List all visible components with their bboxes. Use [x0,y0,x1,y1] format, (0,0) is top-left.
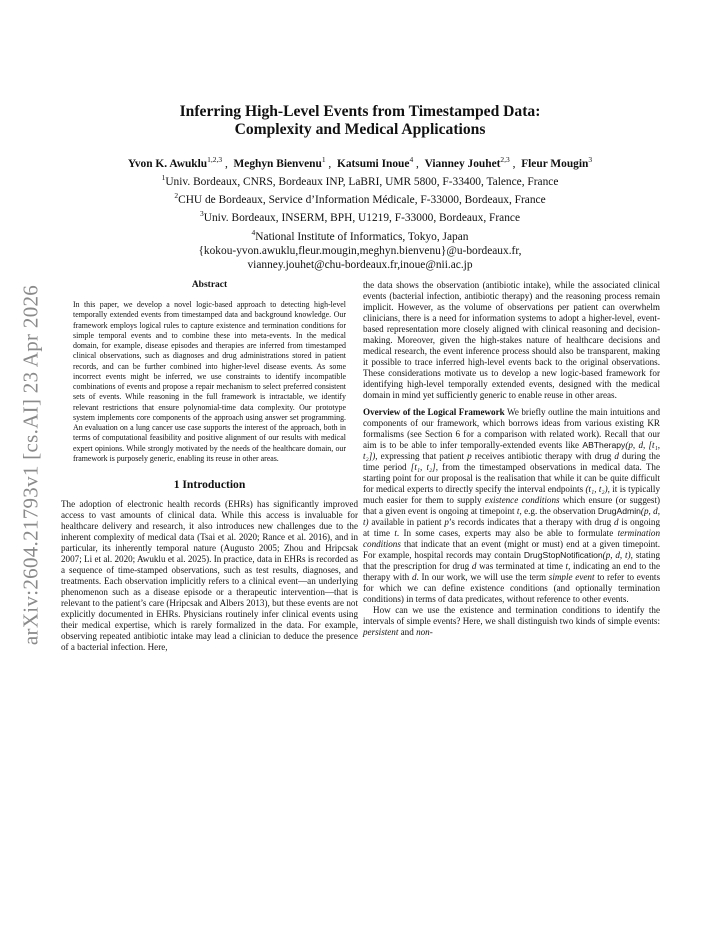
text-run: and [398,627,417,637]
affiliation-text: Univ. Bordeaux, CNRS, Bordeaux INP, LaBRI, UMR 5800, F-33400, Talence, France [165,175,559,188]
author-sup: 1,2,3 [207,155,223,164]
author-name: Vianney Jouhet [424,157,501,170]
term-simple-event: simple event [548,572,595,582]
right-column [363,280,660,638]
text-run: that indicate that an event (might or must) end at a given timepoint. For example, hospital records may contain [363,539,660,560]
affiliation-text: National Institute of Informatics, Tokyo, Japan [255,230,469,243]
overview-paragraph [363,407,660,605]
author-sup: 2,3 [500,155,510,164]
term-existence-conditions: existence conditions [484,495,560,505]
email-line: vianney.jouhet@chu-bordeaux.fr,inoue@nii.ac.jp [247,259,473,272]
overview-heading: Overview of the Logical Framework [363,407,505,417]
math-args: (p, d, t) [363,506,660,527]
section-heading-introduction: 1 Introduction [173,478,246,491]
abstract-body: In this paper, we develop a novel logic-based approach to detecting high-level temporally extended events from timestamped data and background knowledge. Our framework employs logical rules to capture existence and termination conditions for simple temporal events and to combine these into meta-events. In the medical domain, for example, disease episodes and therapies are inferred from timestamped clinical observations, such as diagnoses and drug administrations stored in patient records, and can be further combined into higher-level disease events. As some incorrect events might be inferred, we use constraints to identify incompatible combinations of events and propose a repair mechanism to select preferred consistent sets of events. While reasoning in the full framework is intractable, we identify relevant restrictions that ensure polynomial-time data complexity. Our prototype system implements core components of the approach using answer set programming. An evaluation on a lung cancer use case supports the interest of the approach, both in terms of computational feasibility and positive alignment of our results with medical expert opinions. While strongly motivated by the needs of the healthcare domain, our framework is purposely generic, enabling its reuse in other areas. [73,300,346,463]
text-run: is ongoing at time [363,517,660,538]
affiliation [60,189,660,207]
author-name: Meghyn Bienvenu [233,157,322,170]
simple-events-paragraph [363,605,660,638]
arxiv-identifier [14,255,48,675]
text-run: We briefly outline the main intuitions and components of our framework, which borrows ideas from various existing KR formalisms (see Section 6 for a comparison with related work). Recall that our aim is to be able to infer temporally-extended events like [363,407,660,450]
math-var: d [411,572,417,582]
author-sup: 1 [321,155,326,164]
intro-paragraph: The adoption of electronic health records (EHRs) has significantly improved access to vast amounts of clinical data. While this access is invaluable for healthcare delivery and research, it also introduces new challenges due to the inherent complexity of medical data (Tsai et al. 2020; Rance et al. 2016), and in particular, its inherently temporal nature (Augusto 2005; Zhou and Hripcsak 2007; Li et al. 2020; Awuklu et al. 2025). In practice, data in EHRs is recorded as a sequence of time-stamped observations, such as test results, diagnoses, and treatments. Each observation implicitly refers to a clinical event—an underlying phenomenon such as a disease episode or a therapeutic intervention—that is relevant to the patient’s care (Hripcsak and Albers 2013), but these events are not explicitly documented in EHRs. Physicians routinely infer clinical events using their medical expertise, which is rarely formalized in the data. For example, observing repeated antibiotic intake may lead a clinician to deduce the presence of a bacterial infection. Here, [61,499,358,652]
affiliation-text: Univ. Bordeaux, INSERM, BPH, U1219, F-33000, Bordeaux, France [203,212,521,225]
math-var: d [614,451,619,461]
predicate-drugstopnotification: DrugStopNotification [523,550,603,560]
math-var: p [467,451,472,461]
arxiv-id-text: arXiv:2604.21793v1 [cs.AI] 23 Apr 2026 [18,284,43,646]
author-name: Yvon K. Awuklu [127,157,208,170]
text-run: during the time period [363,451,660,472]
abstract-heading: Abstract [191,280,228,290]
affiliation [60,171,660,189]
term-persistent: persistent [363,627,399,637]
text-run: How can we use the existence and termination conditions to identify the intervals of simple events? Here, we shall distinguish two kinds of simple events: [363,605,660,626]
intro-paragraph-continued: the data shows the observation (antibiotic intake), while the associated clinical events (bacterial infection, antibiotic therapy) and the reasoning process remain implicit. However, as the volume of observations per patient can overwhelm clinicians, there is a need for information systems to adopt a higher-level, event-based representation more closely aligned with clinical reasoning and decision-making. Moreover, given the high-stakes nature of healthcare decisions and medical research, the event inference process should also be transparent, making it possible to trace inferred high-level events back to the original observations. These considerations motivate us to develop a new logic-based framework for identifying high-level temporally extended events, designed with the medical domain in mind yet sufficiently generic to enable reuse in other areas. [363,280,660,400]
math-args: (p, d, [t₁, t₂]) [363,440,661,461]
math-var: t [394,528,397,538]
affiliation [60,207,660,225]
author-name: Katsumi Inoue [336,157,410,170]
affiliation-sup: 4 [251,227,256,237]
text-run: which ensure (or suggest) that a given event is ongoing at timepoint [363,495,660,516]
math-var: d [471,561,477,571]
math-var: t [516,506,520,516]
term-termination-conditions: termination conditions [363,528,660,549]
author-name: Fleur Mougin [521,157,589,170]
text-run: , indicating an end to the therapy with [363,561,660,582]
text-run: , stating that the prescription for drug [363,550,660,571]
author-sup: 4 [409,155,414,164]
text-run: , e.g. the observation [519,506,598,516]
math-interval: [t₁, t₂] [410,462,436,472]
text-run: available in patient [368,517,445,527]
text-run: . In some cases, experts may also be able to formulate [396,528,618,538]
text-run: to refer to events for which we can define existence conditions (and optionally termination conditions) in terms of data predicates, without reference to other events. [363,572,660,604]
affiliation-sup: 3 [199,209,204,219]
math-var: p [444,517,449,527]
author-list: Yvon K. Awuklu$^{1,2,3}$ , Meghyn Bienvenu$^1$ , Katsumi Inoue$^4$ , Vianney Jouhet$^{2,3}$ , Fleur Mougin$^3$ [127,155,593,170]
left-column [61,280,358,653]
text-run: ’s records indicates that a therapy with drug [448,517,615,527]
author-sup: 3 [588,155,593,164]
term-non: non- [416,627,433,637]
text-run: , it is typically much easier for them to supply [363,484,660,505]
affiliation-text: CHU de Bordeaux, Service d’Information Médicale, F-33000, Bordeaux, France [178,193,546,206]
affiliation-sup: 2 [174,191,179,201]
paper-title [60,103,660,139]
text-run: receives antibiotic therapy with drug [471,451,615,461]
predicate-abtherapy: ABTherapy [582,440,626,450]
text-run: was terminated at time [476,561,566,571]
affiliation-sup: 1 [161,172,166,182]
title-line-1: Inferring High-Level Events from Timestamped Data: [179,103,541,120]
text-run: . In our work, we will use the term [416,572,549,582]
paper-header [60,103,660,273]
math-args: (p, d, t) [602,550,631,560]
affiliation [60,226,660,244]
email-line: {kokou-yvon.awuklu,fleur.mougin,meghyn.bienvenu}@u-bordeaux.fr, [198,244,522,257]
title-line-2: Complexity and Medical Applications [234,121,486,138]
text-run: , from the timestamped observations in medical data. The starting point for our proposal is the realisation that while it can be quite difficult for medical experts to directly specify the interval endpoints [363,462,660,494]
text-run: , expressing that patient [375,451,468,461]
math-var: t [565,561,569,571]
math-var: d [614,517,619,527]
math-pair: (t₁, t₂) [585,484,608,494]
predicate-drugadmin: DrugAdmin [597,506,641,516]
